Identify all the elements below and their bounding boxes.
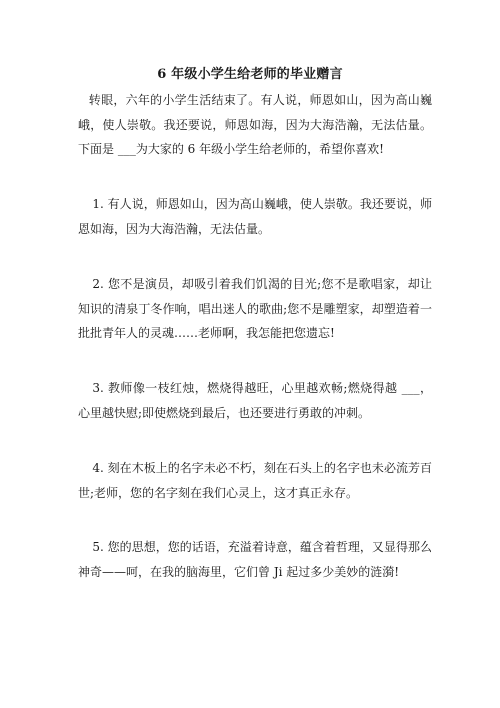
message-item-1: 1. 有人说，师恩如山，因为高山巍峨，使人崇敬。我还要说，师恩如海，因为大海浩瀚，无法估量。 [78, 197, 432, 236]
message-item-5: 5. 您的思想，您的话语，充溢着诗意，蕴含着哲理，又显得那么神奇——呵，在我的脑海里，它们曾 Ji 起过多少美妙的涟漪! [78, 540, 432, 579]
intro-paragraph: 转眼，六年的小学生活结束了。有人说，师恩如山，因为高山巍峨，使人崇敬。我还要说，师恩如海，因为大海浩瀚，无法估量。下面是 ___为大家的 6 年级小学生给老师的，希望你喜欢! [78, 93, 432, 156]
message-item-2: 2. 您不是演员，却吸引着我们饥渴的目光;您不是歌唱家，却让知识的清泉丁冬作响，唱出迷人的歌曲;您不是雕塑家，却塑造着一批批青年人的灵魂……老师啊，我怎能把您遗忘! [78, 277, 432, 340]
message-item-3: 3. 教师像一枝红烛，燃烧得越旺，心里越欢畅;燃烧得越 ___，心里越快慰;即使燃烧到最后，也还要进行勇敢的冲刺。 [78, 381, 432, 420]
document-title: 6 年级小学生给老师的毕业赠言 [157, 67, 343, 82]
message-item-4: 4. 刻在木板上的名字未必不朽，刻在石头上的名字也未必流芳百世;老师，您的名字刻在我们心灵上，这才真正永存。 [78, 461, 432, 500]
